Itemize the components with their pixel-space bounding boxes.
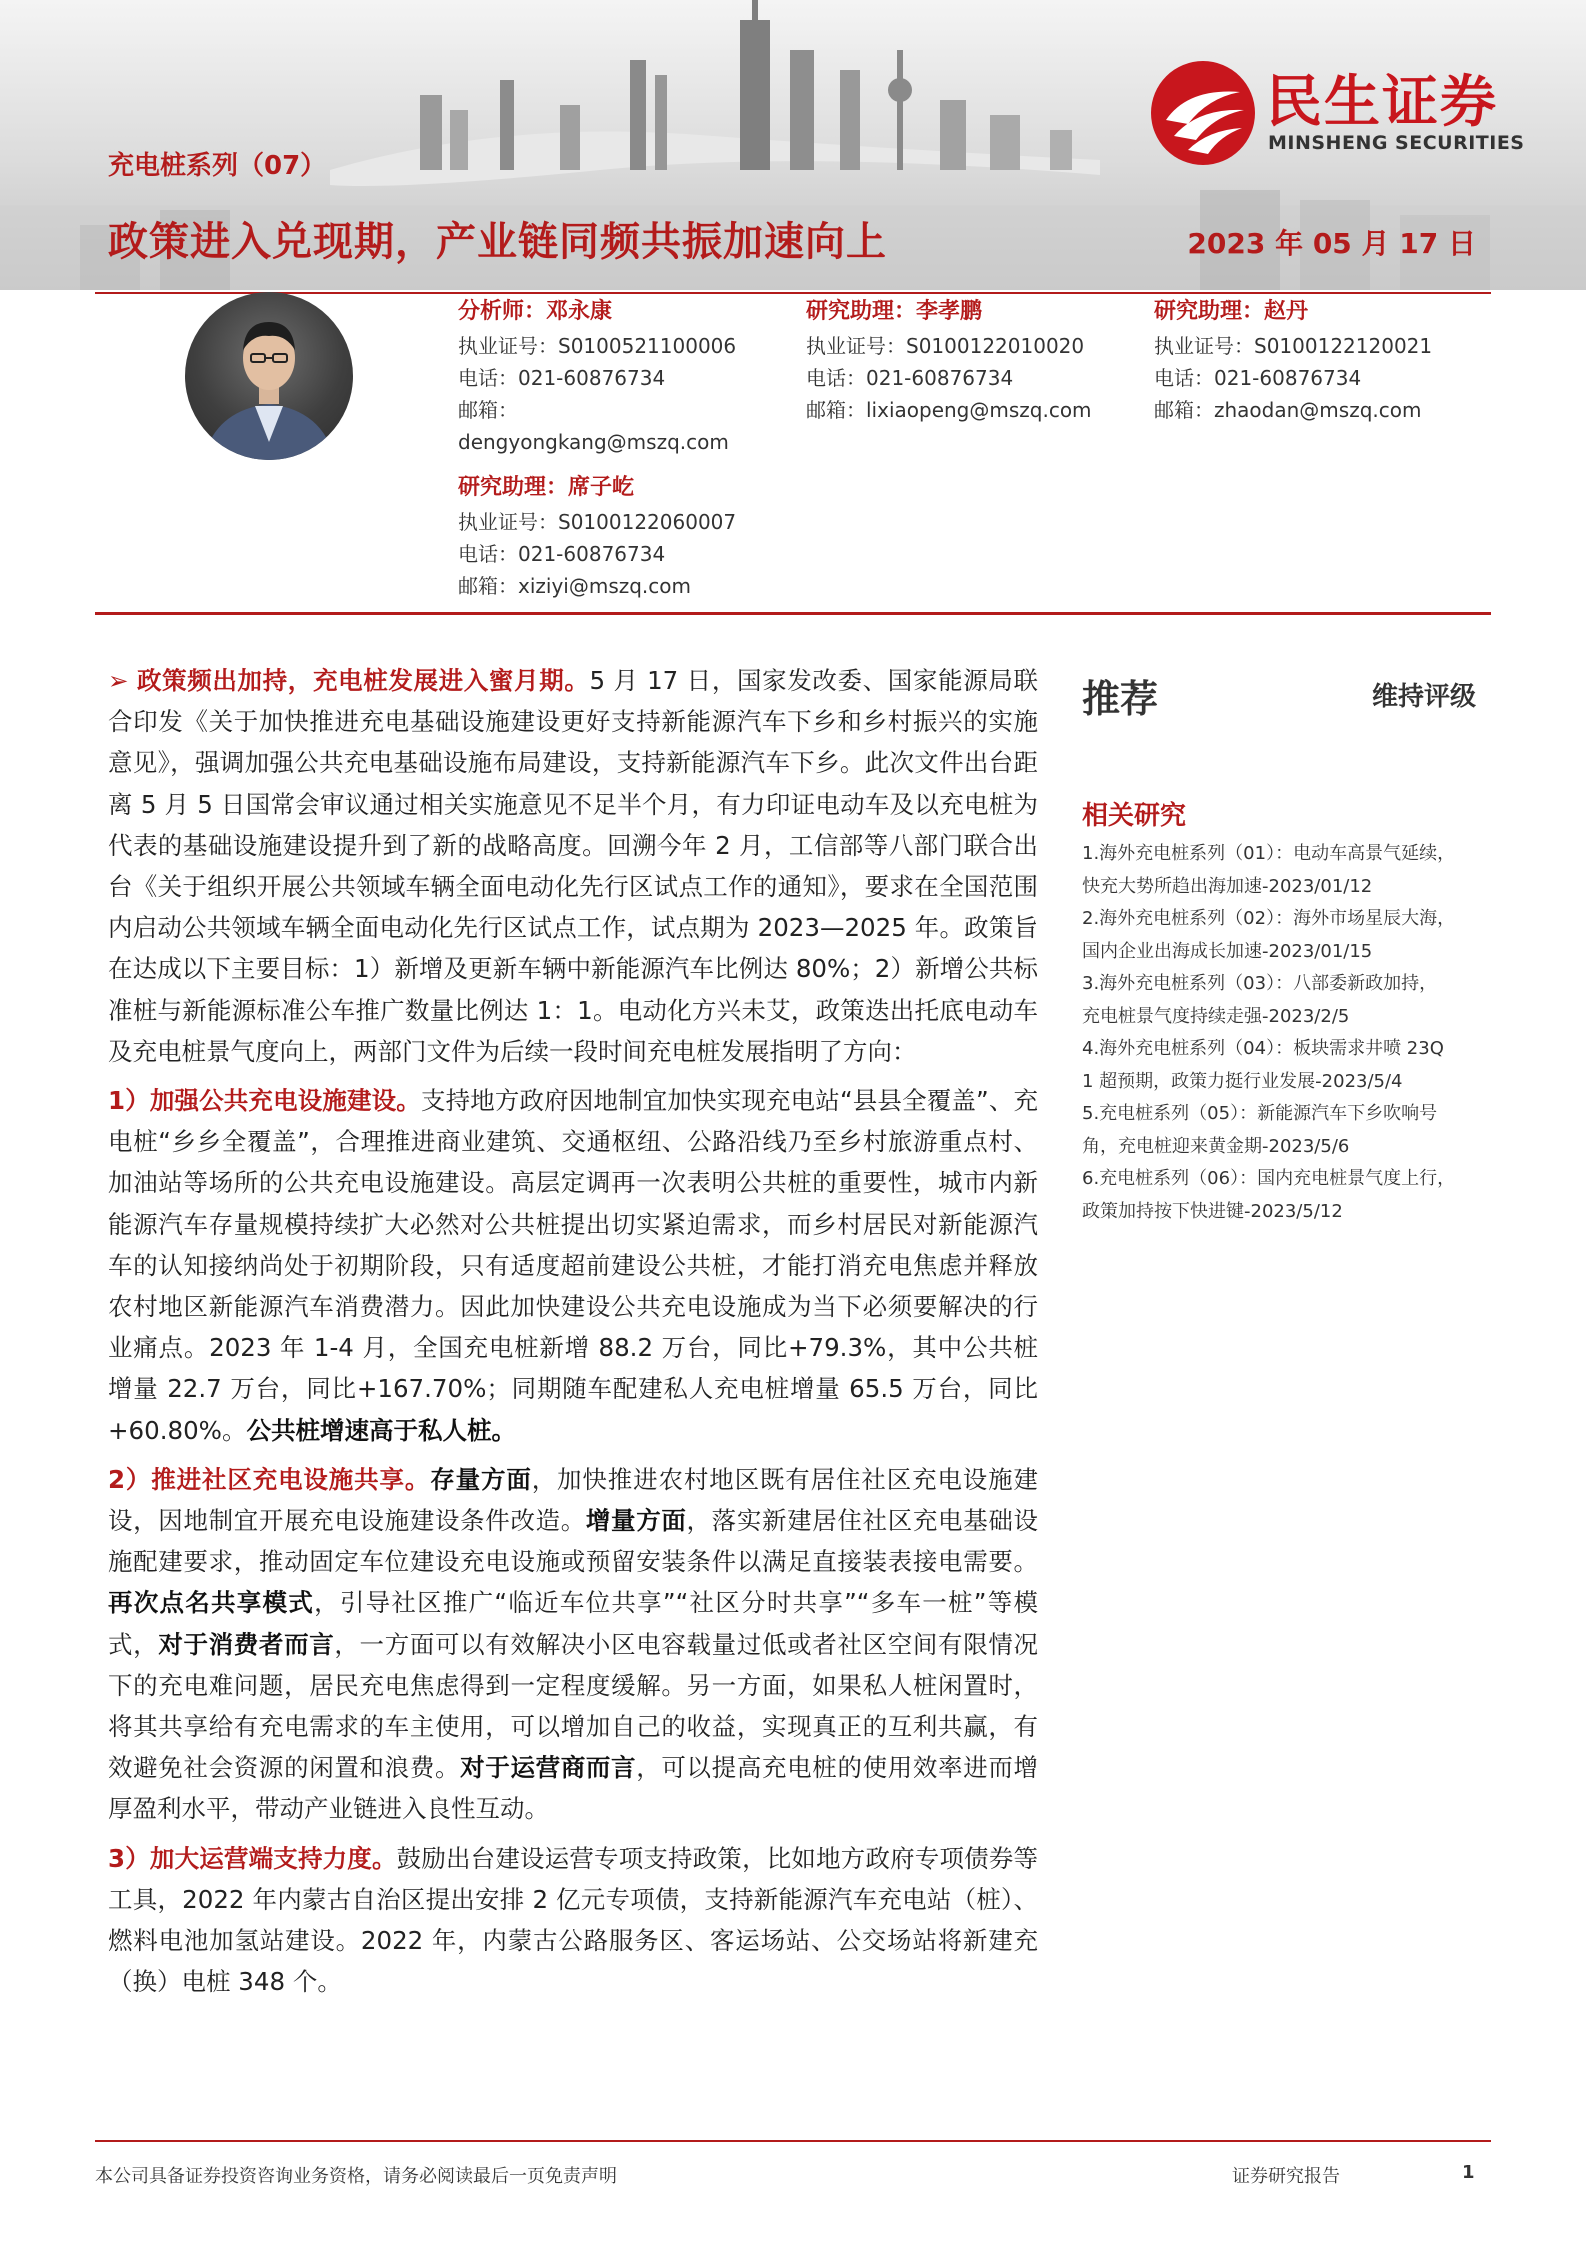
analyst-role: 分析师：邓永康 [458,299,613,324]
paragraph-lead: 3）加大运营端支持力度。 [108,1843,397,1873]
analyst-cert: 执业证号：S0100122060007 [458,510,737,534]
related-item-line[interactable]: 1.海外充电桩系列（01）：电动车高景气延续， [1082,843,1456,864]
minsheng-logo-icon [1148,58,1258,168]
paragraph-lead: 政策频出加持，充电桩发展进入蜜月期。 [136,666,590,695]
analyst-phone: 电话：021-60876734 [458,366,666,390]
paragraph-community-sharing [108,1459,1038,1830]
paragraph-lead: 2）推进社区充电设施共享。 [108,1464,431,1494]
paragraph-emphasis: 对于运营商而言 [460,1753,637,1783]
related-research-title: 相关研究 [1082,801,1187,831]
related-item-line[interactable]: 政策加持按下快进键-2023/5/12 [1082,1200,1343,1222]
page-number: 1 [1462,2162,1475,2183]
footer-divider [95,2140,1491,2142]
related-item-line[interactable]: 2.海外充电桩系列（02）：海外市场星辰大海， [1082,908,1456,929]
paragraph-emphasis: 增量方面 [585,1506,687,1536]
analyst-cert: 执业证号：S0100122010020 [806,334,1085,358]
report-body [108,660,1038,2011]
analyst-role: 研究助理：赵丹 [1154,299,1309,324]
logo-english-text: MINSHENG SECURITIES [1268,132,1525,154]
rating-status: 维持评级 [1371,682,1476,712]
analyst-card-4 [458,470,736,602]
paragraph-text: ，引导社区推广“临近车位共享”“社区分时共享”“多车一桩”等模式， [108,1588,1038,1659]
analyst-avatar [185,292,353,460]
related-item-line[interactable]: 6.充电桩系列（06）：国内充电桩景气度上行， [1082,1168,1456,1189]
paragraph-lead: 1）加强公共充电设施建设。 [108,1086,421,1116]
report-date: 2023 年 05 月 17 日 [1187,227,1476,260]
paragraph-text: ，一方面可以有效解决小区电容载量过低或者社区空间有限情况下的充电难问题，居民充电焦虑得到一定程度缓解。另一方面，如果私人桩闲置时，将其共享给有充电需求的车主使用，可以增加自己的收益，实现真正的互利共赢，有效避免社会资源的闲置和浪费。 [108,1629,1039,1783]
paragraph-emphasis: 存量方面 [430,1464,532,1494]
related-item-line[interactable]: 4.海外充电桩系列（04）：板块需求井喷 23Q [1082,1038,1444,1059]
report-series: 充电桩系列（07） [108,151,327,181]
paragraph-text: ，可以提高充电桩的使用效率进而增厚盈利水平，带动产业链进入良性互动。 [108,1753,1039,1824]
analyst-cert: 执业证号：S0100122120021 [1154,334,1433,358]
paragraph-text: ，加快推进农村地区既有居住社区充电设施建设，因地制宜开展充电设施建设条件改造。 [108,1464,1039,1536]
analyst-phone: 电话：021-60876734 [458,542,666,566]
footer-disclaimer: 本公司具备证券投资咨询业务资格，请务必阅读最后一页免责声明 [95,2166,617,2187]
paragraph-operator-support [108,1838,1038,2003]
analyst-email[interactable]: dengyongkang@mszq.com [458,430,729,454]
header-banner [0,0,1586,290]
analyst-phone: 电话：021-60876734 [806,366,1014,390]
analyst-card-3 [1154,294,1432,426]
related-item-line[interactable]: 3.海外充电桩系列（03）：八部委新政加持， [1082,973,1438,994]
analyst-role: 研究助理：李孝鹏 [806,299,983,324]
analyst-card-2 [806,294,1092,426]
analyst-cert: 执业证号：S0100521100006 [458,334,737,358]
analyst-email[interactable]: 邮箱：xiziyi@mszq.com [458,574,692,598]
analyst-card-1 [458,294,736,458]
paragraph-policy [108,660,1038,1072]
related-item-line[interactable]: 国内企业出海成长加速-2023/01/15 [1082,940,1373,962]
paragraph-text: ，落实新建居住社区充电基础设施配建要求，推动固定车位建设充电设施或预留安装条件以满足直接装表接电需要。 [108,1506,1039,1577]
paragraph-emphasis: 再次点名共享模式 [108,1588,315,1618]
analyst-phone: 电话：021-60876734 [1154,366,1362,390]
analyst-divider [95,612,1491,615]
analyst-email-label: 邮箱： [458,398,518,422]
footer-doc-type: 证券研究报告 [1232,2166,1340,2187]
report-headline: 政策进入兑现期，产业链同频共振加速向上 [108,219,887,265]
related-item-line[interactable]: 5.充电桩系列（05）：新能源汽车下乡吹响号 [1082,1103,1438,1124]
related-research-list [1082,838,1502,1228]
paragraph-text: 鼓励出台建设运营专项支持政策，比如地方政府专项债券等工具，2022 年内蒙古自治区提出安排 2 亿元专项债，支持新能源汽车充电站（桩）、燃料电池加氢站建设。2022 年，内蒙古公路服务区、客运场站、公交场站将新建充（换）电桩 348 个。 [108,1843,1038,1997]
minsheng-logo [1148,58,1538,168]
paragraph-emphasis: 对于消费者而言 [158,1629,335,1659]
paragraph-text: 支持地方政府因地制宜加快实现充电站“县县全覆盖”、充电桩“乡乡全覆盖”，合理推进商业建筑、交通枢纽、公路沿线乃至乡村旅游重点村、加油站等场所的公共充电设施建设。高层定调再一次表明公共桩的重要性，城市内新能源汽车存量规模持续扩大必然对公共桩提出切实紧迫需求，而乡村居民对新能源汽车的认知接纳尚处于初期阶段，只有适度超前建设公共桩，才能打消充电焦虑并释放农村地区新能源汽车消费潜力。因此加快建设公共充电设施成为当下必须要解决的行业痛点。2023 年 1-4 月，全国充电桩新增 88.2 万台，同比+79.3%，其中公共桩增量 22.7 万台，同比+167.70%；同期随车配建私人充电桩增量 65.5 万台，同比+60.80%。 [108,1086,1038,1445]
bullet-arrow-icon: ➢ [108,666,129,695]
related-item-line[interactable]: 角，充电桩迎来黄金期-2023/5/6 [1082,1135,1350,1157]
related-item-line[interactable]: 快充大势所趋出海加速-2023/01/12 [1082,875,1373,897]
analyst-email[interactable]: 邮箱：zhaodan@mszq.com [1154,398,1422,422]
analyst-email[interactable]: 邮箱：lixiaopeng@mszq.com [806,398,1092,422]
paragraph-emphasis: 公共桩增速高于私人桩。 [246,1415,516,1445]
related-item-line[interactable]: 1 超预期，政策力挺行业发展-2023/5/4 [1082,1070,1403,1092]
logo-chinese-text: 民生证券 [1266,70,1498,135]
analyst-role: 研究助理：席子屹 [458,475,635,500]
paragraph-public-charging [108,1080,1038,1451]
related-item-line[interactable]: 充电桩景气度持续走强-2023/2/5 [1082,1005,1350,1027]
paragraph-text: 5 月 17 日，国家发改委、国家能源局联合印发《关于加快推进充电基础设施建设更好支持新能源汽车下乡和乡村振兴的实施意见》，强调加强公共充电基础设施布局建设，支持新能源汽车下乡。此次文件出台距离 5 月 5 日国常会审议通过相关实施意见不足半个月，有力印证电动车及以充电桩为代表的基础设施建设提升到了新的战略高度。回溯今年 2 月，工信部等八部门联合出台《关于组织开展公共领域车辆全面电动化先行区试点工作的通知》，要求在全国范围内启动公共领域车辆全面电动化先行区试点工作，试点期为 2023—2025 年。政策旨在达成以下主要目标：1）新增及更新车辆中新能源汽车比例达 80%；2）新增公共标准桩与新能源标准公车推广数量比例达 1：1。电动化方兴未艾，政策迭出托底电动车及充电桩景气度向上，两部门文件为后续一段时间充电桩发展指明了方向： [108,666,1039,1066]
recommendation: 推荐 [1082,677,1159,721]
